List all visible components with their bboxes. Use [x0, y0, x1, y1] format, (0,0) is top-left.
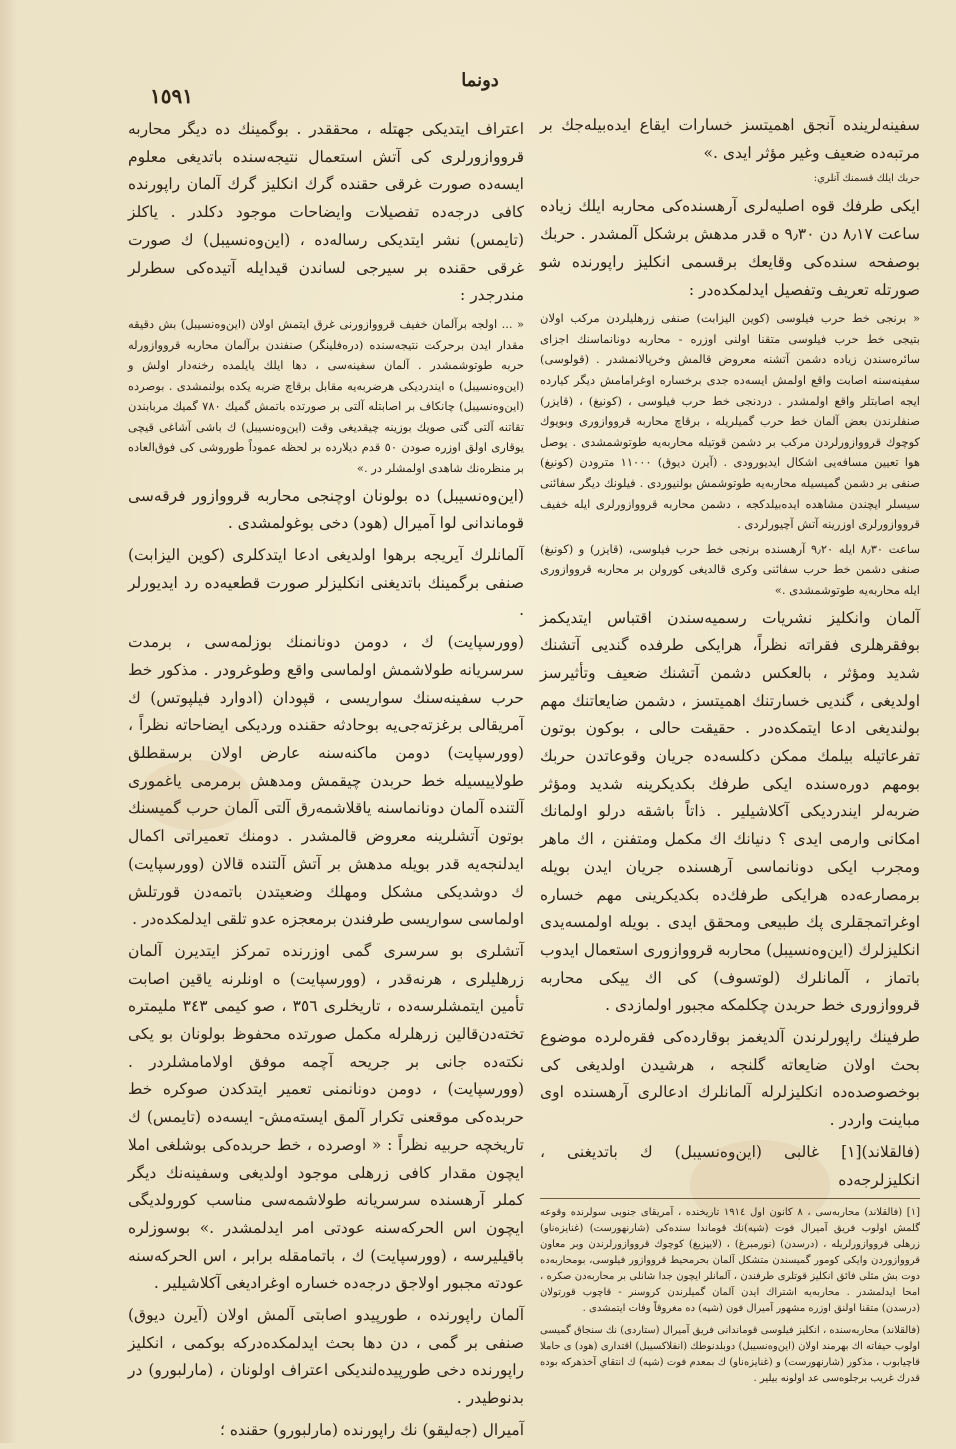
paragraph: آلمان راپورنده ، طورپيدو اصابتى آلمش اولان (آيرن ديوق) صنفى بر گمى ، دن دها بحث ايدلمكده‌دركه بوكمى ، انكليز راپورنده دخى طورپيده‌لنديكى اعتراف اولونان ، (مارلبورو) در بدنوطيدر .: [128, 1306, 524, 1408]
paragraph: آميرال (جه‌ليقو) نك راپورنده (مارلبورو) حقنده ؛: [219, 1420, 524, 1439]
paragraph: آلمان وانكليز نشريات رسميه‌سندن اقتباس ايتديكمز بوفقرهلرى فقراته نظراً، هرايكى طرفده گنديى آتشنك شديد ومؤثر ، بالعكس دشمن آتشنك ضعيف وتأثيرسز اولديغى ، گنديى خسارتنك اهميتسز ، دشمن ضايعاتنك مهم بولنديغى ادعا ايتمكده‌در . حقيقت حالى ، بوكون بوتون تفرعاتيله بيلمك ممكن دكلسه‌ده جريان وقوعاتدن حربك بومهم دوره‌سنده ايكى طرفك بكديكرينه شديد ومؤثر ضربه‌لر ايندرديكى آكلاشيلير . ذاتاً باشقه درلو اولمانك امكانى وارمى ايدى ؟ دنيانك اك مكمل ومتفنن ، اك ماهر ومجرب ايكى دونانماسى آرهسنده جريان ايدن بويله برمصارعه‌ده هرايكى طرفك‌ده بكديكرينى مهم خساره اوغراتمجقلرى پك طبيعى ومحقق ايدى . بويله اولمسه‌يدى انكليزلرك (اين‌وه‌نسيبل) محاربه قرووازورى استعمال ايدوب باتماز ، آلمانلرك (لوتسوف) كى اك ييكى محاربه قرووازورى خط حربدن چكلمكه مجبور اولمازدى .: [540, 608, 920, 1015]
paragraph: (فالقلاند)[١] غالبى (اين‌وه‌نسيبل) ك باتديغنى ، انكليزلرجه‌ده: [540, 1142, 920, 1189]
left-column: [128, 116, 524, 1449]
paragraph: (اين‌وه‌نسيبل) ده بولونان اوچنجى محاربه قرووازور فرقه‌سى قوماندانى لوا آميرال (هود) دخى بوغولمشدى .: [128, 486, 524, 533]
block-quote: « ... اولجه برآلمان خفيف قرووازورنى غرق ايتمش اولان (اين‌وه‌نسيبل) بش دقيقه مقدار ايدن برحركت نتيجه‌سنده (دره‌فلينگر) صنفندن برآلمان محاربه قرووازورله حربه طوتوشمشدر . آلمان سفينه‌سى ، دها ايلك يايلمده رخنه‌دار اولش و (اين‌وه‌نسيبل) ه ايندرديكى هرضربه‌يه مقابل برقاچ ضربه يكده بولنمشدى . بوصرده (اين‌وه‌نسيبل) چانكاف بر اصابتله آلتى بر صورتده باتمش گميك ٧٨٠ گميك مربابندن تقاتنه آلتى گتى صويك بوزينه چيقديغى وقت (اين‌وه‌نسيبل) ك باشى آشاغى قيچى يوقارى اولق اوزره صودن ٥٠ قدم ديلارده بر لحظه عموداً طوروشى كى فوق‌العاده بر منظره‌نك شاهدى اولمشلر در .»: [128, 316, 524, 476]
paragraph: آلمانلرك آيريجه برهوا اولديغى ادعا ايتدكلرى (كوين اليزابت) صنفى برگمينك باتديغنى انكليزلر صورت قطعيه‌ده رد ايديورلر .: [128, 546, 524, 620]
footnote: [١] (فالقلاند) محاربه‌سى ، ٨ كانون اول ١٩١٤ تاريخنده ، آمريقاى جنوبى سولرنده وقوعه گلمش اولوب فريق آميرال فوت (شپه)نك قوماندا سنده‌كى (شارنهورست) (غنايزه‌ناو) زرهلى قرووازورلريله ، (درسدن) (نورمبرغ) ، (لايپزيغ) كوچوك قرووازورلرندن وبر معاون قرووازوردن وايكى كومور گميسندن متشكل آلمان بحرمحيط قرووازور فيلوسى، بومحاربه‌ده دوت بش مثلى فائق انكليز قوتلرى طرفندن ، آلمانلر ايچون جدا شانلى بر محاربه‌دن صكره ، امحا ايدلمشدر . محاربه‌يه اشتراك ايدن آلمان گميلرندن كروسنر - قاچوب قورتولان (درسدن) متقنا اولنق اوزره مشهور آميرال فون (شپه) ده مغروقاً وفات ايتمشدى .: [540, 1207, 920, 1315]
right-column: [540, 112, 920, 1393]
paragraph: اعتراف ايتديكى جهتله ، محققدر . بوگمينك ده ديگر محاربه قرووازورلرى كى آتش استعمال نتيجه‌سنده باتديغى معلوم ايسه‌ده صورت غرقى حقنده گرك انكليز گرك آلمان راپورنده كافى درجه‌ده تفصيلات وايضاحات موجود دكلدر . ياكلز (تايمس) نشر ايتديكى رساله‌ده ، (اين‌وه‌نسيبل) ك صورت غرقى حقنده بر سيرجى لساندن قيدايله آتيده‌كى سطرلر مندرجدر :: [128, 120, 524, 305]
running-head: دونما: [461, 70, 499, 91]
section-subheading: حربك ايلك قسمنك آنلري:: [813, 173, 920, 185]
footnotes: [540, 1198, 920, 1387]
paragraph: آتشلرى بو سرسرى گمى اوزرنده تمركز ايتديرن آلمان زرهليلرى ، هرنه‌قدر ، (وورسپايت) ه اونلرنه ياقين اصابت تأمين ايتمشلرسه‌ده ، تاريخلرى ٣٥٦ ، صو كيمى ٣٤٣ مليمتره تخته‌دن‌قالين زرهلرله مكمل صورتده محفوظ بولونان بو يكى نكته‌ده جانى بر جريحه آچمه موفق اولامامشلردر . (وورسپايت) ، دومن دونانمنى تعمير ايتدكدن صوكره خط حربده‌كى موقعنى تكرار آلمق ايسته‌مش- ايسه‌ده (تايمس) ك تاريخچه حربيه نظراً : « اوصرده ، خط حربده‌كى بوشلغى املا ايچون مقدار كافى زرهلى موجود اولديغى وسفينه‌نك ديگر كملر آرهسنده سرسريانه طولاشمه‌سى مناسب كورولديگى ايچون اس الحركه‌سنه عودتى امر ايدلمشدر .» بوسوزلره باقيليرسه ، (وورسپايت) ك ، باتمامقله برابر ، اس الحركه‌سنه عودته مجبور اولاجق درجه‌ده خساره اوغراديغى آكلاشيلير .: [128, 941, 524, 1293]
footnote: (فالقلاند) محاربه‌سنده ، انكليز فيلوسى قوماندانى فريق آميرال (ستاردى) نك سنجاق گميسى اولوب حيفاته اك بهرمند اولان (اين‌وه‌نسيبل) دوبلدنوطك (انفلاكسيبل) اقتدارى (هود) ى حاملا قاچيابوب ، مذكور (شارنهورست) و (غنايزه‌ناو) ك بمعدم فوت (شپه) ك انتقاي آخذهركه بوده قدرك غريب برجلوه‌سى عد اولونه بيلير .: [539, 1325, 920, 1385]
page-number: ١٥٩١: [150, 84, 193, 108]
paragraph: طرفينك راپورلرندن آلديغمز بوقارده‌كى فقره‌لرده موضوع بحث اولان ضايعاته گلنجه ، هرشيدن اولديغى كى بوخصوصده‌ده انكليزلرله آلمانلرك ادعالرى آرهسنده اوى مباينت واردر .: [540, 1028, 920, 1130]
paragraph: (وورسپايت) ك ، دومن دونانمنك بوزلمه‌سى ، برمدت سرسريانه طولاشمش اولماسى واقع وطوغرودر . مذكور خط حرب سفينه‌سنك سواريسى ، قپودان (ادوارد فيلپوتس) ك آمريقالى برغزته‌جى‌يه بوحادثه حقنده ورديكى ايضاحاته نظراً ، (وورسپايت) دومن ماكنه‌سنه عارض اولان برسقطلق طولاييسيله خط حربدن چيقمش ومدهش برمرمى ياغمورى آلتنده آلمان دونانماسنه ياقلاشمه‌رق آلتى آلمان حرب گميسنك بوتون آتشلرينه معروض قالمشدر . دومنك تعميراتى اكمال ايدلنجه‌يه قدر بويله مدهش بر آتش آلتنده قالان (وورسپايت) ك دوشديكى مشكل ومهلك وضعيتدن باتمه‌دن قورتلش اولماسى سواريسى طرفندن برمعجزه عدو تلقى ايدلمكده‌در .: [128, 633, 524, 929]
block-quote: « برنجى خط حرب فيلوسى (كوين اليزابت) صنفى زرهليلردن مركب اولان بتيجى خط حرب فيلوسى متقنا اولنى اوزره - محاربه دونانماسنك اجزاى سائره‌سندن زياده دشمن آتشنه معروض قالمش وخرپالانمشدر . (قولوسى) سفينه‌سنه اصابت واقع اولمش ايسه‌ده جدى برخساره اوغرامامش ديگر كيارده ايجه اصابتلر واقع اولمشدر . دردنجى خط حرب فيلوسى ، (كونيغ) ، (قايزر) صنفلرندن بعض آلمان خط حرب گميلريله ، برقاچ محاربه قرووازورى وبويوك كوچوك قرووازورلردن مركب بر دشمن قوتيله محاربه‌يه طوتوشمشدى . يوصل هوا تعيين مسافه‌يى اشكال ايديورودى . (آيرن ديوق) ١١٠٠٠ مترودن (كونيغ) صنفى بر دشمن گميسيله محاربه‌يه طوتوشمش بولنيوردى . فيلونك ديگر سفائنى سيسلر ايچندن مشاهده ايده‌بيلدكجه ، دشمن محاربه قرووازورلرى ايله خفيف قرووازورلرى اوزرينه آتش آچيورلردى .: [540, 311, 920, 532]
block-quote: ساعت ٨٫٣٠ ايله ٩٫٢٠ آرهسنده برنجى خط حرب فيلوسى، (قايزر) و (كونيغ) صنفى دشمن خط حرب سفائنى وكرى قالديغى كورولن بر محاربه قرووازورى ايله محاربه‌يه طوتوشمشدى .»: [540, 541, 920, 597]
paragraph: ايكى طرفك قوه اصليه‌لرى آرهسنده‌كى محاربه ايلك زياده ساعت ٨٫١٧ دن ٩٫٣٠ ه قدر مدهش برشكل آلمشدر . حربك بوصفحه سنده‌كى وقايعك برقسمى انكليز راپورنده شو صورتله تعريف وتفصيل ايدلمكده‌در :: [540, 197, 921, 299]
page-header: [130, 70, 830, 110]
paragraph: سفينه‌لرينده آنجق اهميتسز خسارات ايقاع ايده‌بيله‌جك بر مرتبه‌ده ضعيف وغير مؤثر ايدى .»: [540, 116, 920, 162]
